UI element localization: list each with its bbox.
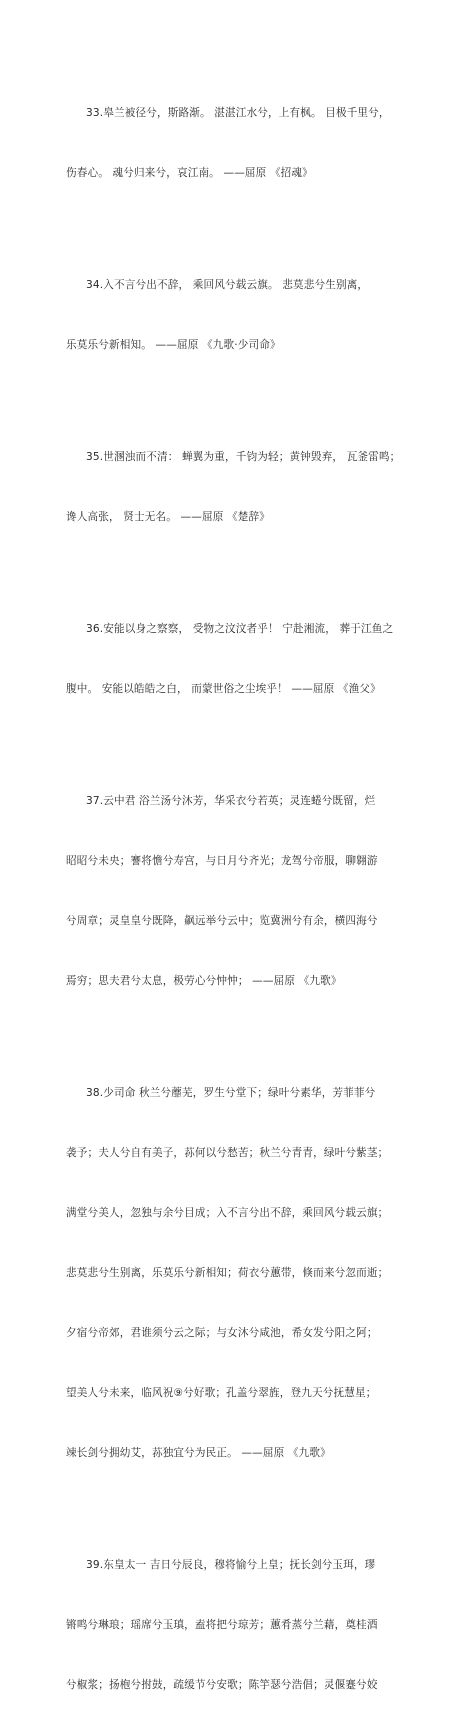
- entry-line: 腹中。 安能以皓皓之白， 而蒙世俗之尘埃乎！ ——屈原 《渔父》: [66, 683, 381, 695]
- entry-line: 乐莫乐兮新相知。 ——屈原 《九歌·少司命》: [66, 339, 281, 351]
- entry-line: 39.东皇太一 吉日兮辰良，穆将愉兮上皇；抚长剑兮玉珥，璆: [86, 1559, 376, 1571]
- entry-36: [66, 579, 421, 739]
- entry-line: 38.少司命 秋兰兮蘼芜，罗生兮堂下；绿叶兮素华，芳菲菲兮: [86, 1087, 376, 1099]
- entry-34: [66, 235, 421, 395]
- entry-37: [66, 751, 421, 1031]
- entry-line: 37.云中君 浴兰汤兮沐芳，华采衣兮若英；灵连蜷兮既留，烂: [86, 795, 376, 807]
- entry-39: [66, 1515, 421, 1735]
- entry-line: 33.皋兰被径兮，斯路渐。 湛湛江水兮，上有枫。 目极千里兮，: [86, 107, 390, 119]
- entry-line: 34.入不言兮出不辞， 乘回风兮载云旗。 悲莫悲兮生别离，: [86, 279, 369, 291]
- entry-38: [66, 1043, 421, 1503]
- entry-line: 锵鸣兮琳琅；瑶席兮玉瑱，盍将把兮琼芳；蕙肴蒸兮兰藉，奠桂酒: [66, 1619, 378, 1631]
- entry-line: 兮椒浆；扬枹兮拊鼓，疏缓节兮安歌；陈竽瑟兮浩倡；灵偃蹇兮姣: [66, 1679, 378, 1691]
- entry-33: [66, 63, 421, 223]
- entry-line: 兮周章；灵皇皇兮既降，飙远举兮云中；览冀洲兮有余，横四海兮: [66, 915, 378, 927]
- entry-line: 36.安能以身之察察， 受物之汶汶者乎！ 宁赴湘流， 葬于江鱼之: [86, 623, 394, 635]
- entry-line: 望美人兮未来，临风祝⑨兮好歌；孔盖兮翠旌，登九天兮抚慧星；: [66, 1387, 377, 1399]
- entry-line: 昭昭兮未央；謇将憺兮寿宫，与日月兮齐光；龙驾兮帝服，聊翱游: [66, 855, 378, 867]
- entry-line: 35.世溷浊而不清： 蝉翼为重，千钧为轻；黄钟毁弃， 瓦釜雷鸣；: [86, 451, 401, 463]
- entry-line: 焉穷；思夫君兮太息，极劳心兮忡忡； ——屈原 《九歌》: [66, 975, 342, 987]
- entry-line: 竦长剑兮拥幼艾，荪独宜兮为民正。 ——屈原 《九歌》: [66, 1447, 331, 1459]
- entry-line: 谗人高张， 贤士无名。 ——屈原 《楚辞》: [66, 511, 270, 523]
- entry-line: 满堂兮美人，忽独与余兮目成；入不言兮出不辞，乘回风兮载云旗；: [66, 1207, 389, 1219]
- entry-line: 袭予；夫人兮自有美子，荪何以兮愁苦；秋兰兮青青，绿叶兮紫茎；: [66, 1147, 389, 1159]
- entry-line: 夕宿兮帝郊，君谁须兮云之际；与女沐兮咸池，希女发兮阳之阿；: [66, 1327, 378, 1339]
- entry-line: 伤春心。 魂兮归来兮，哀江南。 ——屈原 《招魂》: [66, 167, 313, 179]
- entry-35: [66, 407, 421, 567]
- entry-line: 悲莫悲兮生别离，乐莫乐兮新相知；荷衣兮蕙带，倏而来兮忽而逝；: [66, 1267, 389, 1279]
